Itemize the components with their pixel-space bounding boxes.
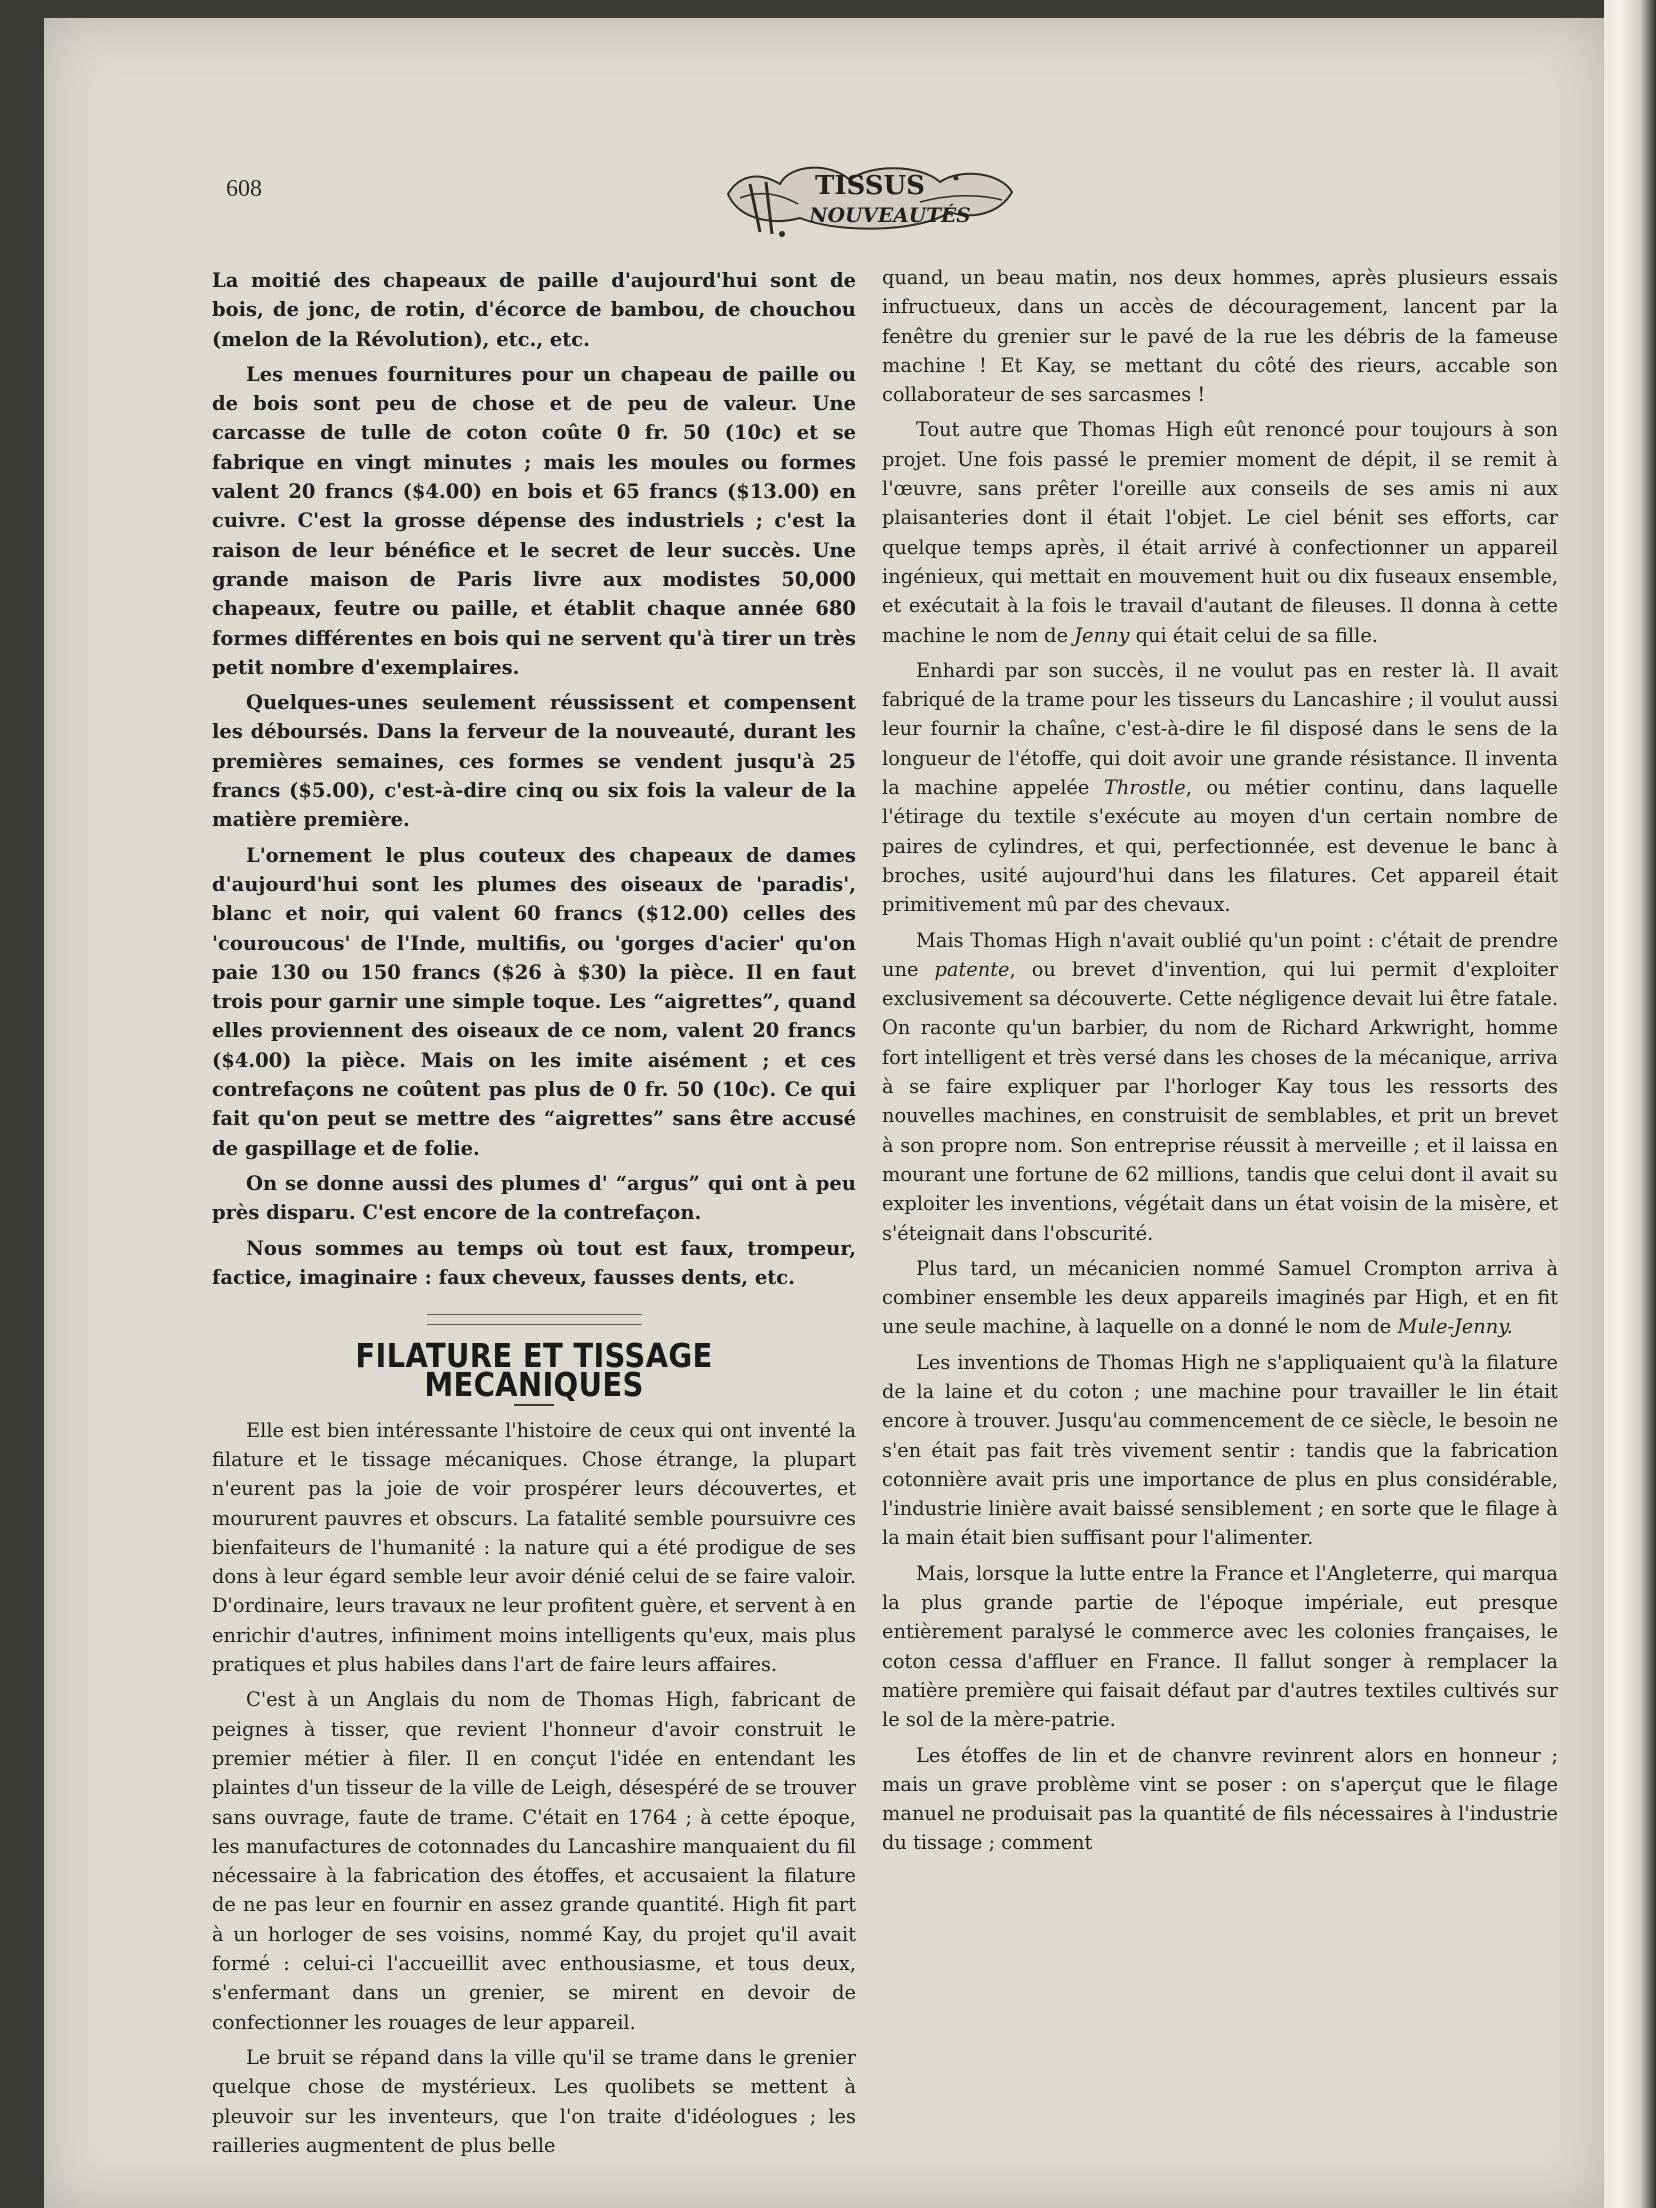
right-paragraph-5-text: Plus tard, un mécanicien nommé Samuel Crompton arriva à combiner ensemble les deux appareils imaginés par High, et en fit une seule machine, à laquelle on a donné le nom de <box>882 1256 1558 1339</box>
masthead-logo-graphic <box>720 154 1018 244</box>
book-page <box>44 18 1604 2208</box>
right-paragraph-5 <box>882 1254 1558 1342</box>
right-paragraph-1: quand, un beau matin, nos deux hommes, après plusieurs essais infructueux, dans un accès de découragement, lancent par la fenêtre du grenier sur le pavé de la rue les débris de la fameuse machine ! Et Kay, se mettant du côté des rieurs, accable son collaborateur de ses sarcasmes ! <box>882 266 1558 407</box>
right-paragraph-2-text: Tout autre que Thomas High eût renoncé pour toujours à son projet. Une fois passé le premier moment de dépit, il se remit à l'œuvre, sans prêter l'oreille aux conseils de ses amis ni aux plaisanteries dont il était l'objet. Le ciel bénit ses efforts, car quelque temps après, il était arrivé à confectionner un appareil ingénieux, qui mettait en mouvement huit ou dix fuseaux ensemble, et exécutait à la fois le travail d'autant de fileuses. Il donna à cette machine le nom de <box>882 418 1558 647</box>
left-column <box>212 266 856 2166</box>
hats-paragraph-3: Quelques-unes seulement réussissent et compensent les déboursés. Dans la ferveur de la nouveauté, durant les premières semaines, ces formes se vendent jusqu'à 25 francs ($5.00), c'est-à-dire cinq ou six fois la valeur de la matière première. <box>212 691 856 832</box>
jenny-term: Jenny <box>1074 623 1130 647</box>
right-paragraph-3-end: , ou métier continu, dans laquelle l'étirage du textile s'exécute au moyen d'un certain nombre de paires de cylindres, et qui, perfectionnée, est devenue le banc à broches, usité aujourd'hui dans les filatures. Cet appareil était primitivement mû par des chevaux. <box>882 776 1558 917</box>
masthead-logo <box>720 154 1018 244</box>
hats-paragraph-1: La moitié des chapeaux de paille d'aujourd'hui sont de bois, de jonc, de rotin, d'écorce de bambou, de chouchou (melon de la Révolution), etc., etc. <box>212 269 856 351</box>
right-paragraph-3 <box>882 656 1558 920</box>
right-paragraph-2-end: qui était celui de sa fille. <box>1135 623 1378 647</box>
throstle-term: Throstle <box>1103 776 1186 800</box>
section-title: FILATURE ET TISSAGE MECANIQUES <box>355 1336 713 1405</box>
masthead-line1: TISSUS <box>815 171 925 201</box>
section-divider <box>427 1314 642 1325</box>
filature-paragraph-3: Le bruit se répand dans la ville qu'il se trame dans le grenier quelque chose de mystérieux. Les quolibets se mettent à pleuvoir sur les inventeurs, que l'on traite d'idéologues ; les railleries augmentent de plus belle <box>212 2045 856 2157</box>
mule-jenny-term: Mule-Jenny. <box>1397 1315 1513 1339</box>
right-paragraph-4-end: , ou brevet d'invention, qui lui permit d'exploiter exclusivement sa découverte. Cette négligence devait lui être fatale. On raconte qu'un barbier, du nom de Richard Arkwright, homme fort intelligent et très versé dans les choses de la mécanique, arriva à se faire expliquer par l'horloger Kay tous les ressorts des nouvelles machines, en construisit de semblables, et prit un brevet à son propre nom. Son entreprise réussit à merveille ; et il laissa en mourant une fortune de 62 millions, tandis que celui dont il avait su exploiter les inventions, végétait dans un état voisin de la misère, et s'éteignait dans l'obscurité. <box>882 957 1558 1245</box>
filature-paragraph-1: Elle est bien intéressante l'histoire de ceux qui ont inventé la filature et le tissage mécaniques. Chose étrange, la plupart n'eurent pas la joie de voir prospérer leurs découvertes, et moururent pauvres et obscurs. La fatalité semble poursuivre ces bienfaiteurs de l'humanité : la nature qui a été prodigue de ses dons à leur égard semble leur avoir dénié celui de se faire valoir. D'ordinaire, leurs travaux ne leur profitent guère, et servent à en enrichir d'autres, infiniment moins intelligents qu'eux, mais plus pratiques et plus habiles dans l'art de faire leurs affaires. <box>212 1418 856 1677</box>
right-paragraph-8: Les étoffes de lin et de chanvre revinrent alors en honneur ; mais un grave problème vint se poser : on s'aperçut que le filage manuel ne produisait pas la quantité de fils nécessaires à l'industrie du tissage ; comment <box>882 1743 1558 1855</box>
hats-paragraph-5: On se donne aussi des plumes d' “argus” qui ont à peu près disparu. C'est encore de la contrefaçon. <box>212 1171 856 1225</box>
hats-paragraph-6: Nous sommes au temps où tout est faux, trompeur, factice, imaginaire : faux cheveux, fausses dents, etc. <box>212 1236 856 1289</box>
patente-term: patente <box>934 957 1010 981</box>
right-paragraph-6: Les inventions de Thomas High ne s'appliquaient qu'à la filature de la laine et du coton ; une machine pour travailler le lin était encore à trouver. Jusqu'au commencement de ce siècle, le besoin ne s'en était pas fait très vivement sentir : tandis que la fabrication cotonnière avait pris une importance de plus en plus considérable, l'industrie linière avait baissé sensiblement ; en sorte que le filage à la main était bien suffisant pour l'alimenter. <box>882 1350 1558 1550</box>
right-paragraph-4-text: Mais Thomas High n'avait oublié qu'un point : c'était de prendre une <box>882 928 1558 981</box>
hats-paragraph-2: Les menues fournitures pour un chapeau de paille ou de bois sont peu de chose et de peu de valeur. Une carcasse de tulle de coton coûte 0 fr. 50 (10c) et se fabrique en vingt minutes ; mais les moules ou formes valent 20 francs ($4.00) en bois et 65 francs ($13.00) en cuivre. C'est la grosse dépense des industriels ; c'est la raison de leur bénéfice et le secret de leur succès. Une grande maison de Paris livre aux modistes 50,000 chapeaux, feutre ou paille, et établit chaque année 680 formes différentes en bois qui ne servent qu'à tirer un très petit nombre d'exemplaires. <box>212 362 856 679</box>
book-spine-edge <box>1604 0 1656 2208</box>
hats-paragraph-4: L'ornement le plus couteux des chapeaux de dames d'aujourd'hui sont les plumes des oiseaux de 'paradis', blanc et noir, qui valent 60 francs ($12.00) celles des 'couroucous' de l'Inde, multifis, ou 'gorges d'acier' qu'on paie 130 ou 150 francs ($26 à $30) la pièce. Il en faut trois pour garnir une simple toque. Les “aigrettes”, quand elles proviennent des oiseaux de ce nom, valent 20 francs ($4.00) la pièce. Mais on les imite aisément ; et ces contrefaçons ne coûtent pas plus de 0 fr. 50 (10c). Ce qui fait qu'on peut se mettre des “aigrettes” sans être accusé de gaspillage et de folie. <box>212 843 856 1160</box>
right-column <box>882 263 1558 1864</box>
right-paragraph-4 <box>882 926 1558 1248</box>
page-number: 608 <box>226 176 262 202</box>
right-paragraph-2 <box>882 415 1558 649</box>
masthead-line2: NOUVEAUTÉS <box>809 203 971 227</box>
right-paragraph-3-text: Enhardi par son succès, il ne voulut pas en rester là. Il avait fabriqué de la trame pour les tisseurs du Lancashire ; il voulut aussi leur fournir la chaîne, c'est-à-dire le fil disposé dans le sens de la longueur de l'étoffe, qui doit avoir une grande résistance. Il inventa la machine appelée <box>882 658 1558 800</box>
right-paragraph-7: Mais, lorsque la lutte entre la France et l'Angleterre, qui marqua la plus grande partie de l'époque impériale, eut presque entièrement paralysé le commerce avec les colonies françaises, le coton cessa d'affluer en France. Il fallut songer à remplacer la matière première qui faisait défaut par d'autres textiles cultivés sur le sol de la mère-patrie. <box>882 1561 1558 1732</box>
filature-paragraph-2: C'est à un Anglais du nom de Thomas High, fabricant de peignes à tisser, que revient l'honneur d'avoir construit le premier métier à filer. Il en conçut l'idée en entendant les plaintes d'un tisseur de la ville de Leigh, désespéré de se trouver sans ouvrage, faute de trame. C'était en 1764 ; à cette époque, les manufactures de cotonnades du Lancashire manquaient du fil nécessaire à la fabrication des étoffes, et accusaient la filature de ne pas leur en fournir en assez grande quantité. High fit part à un horloger de ses voisins, nommé Kay, du projet qu'il avait formé : celui-ci l'accueillit avec enthousiasme, et tous deux, s'enfermant dans un grenier, se mirent en devoir de confectionner les rouages de leur appareil. <box>212 1688 856 2034</box>
